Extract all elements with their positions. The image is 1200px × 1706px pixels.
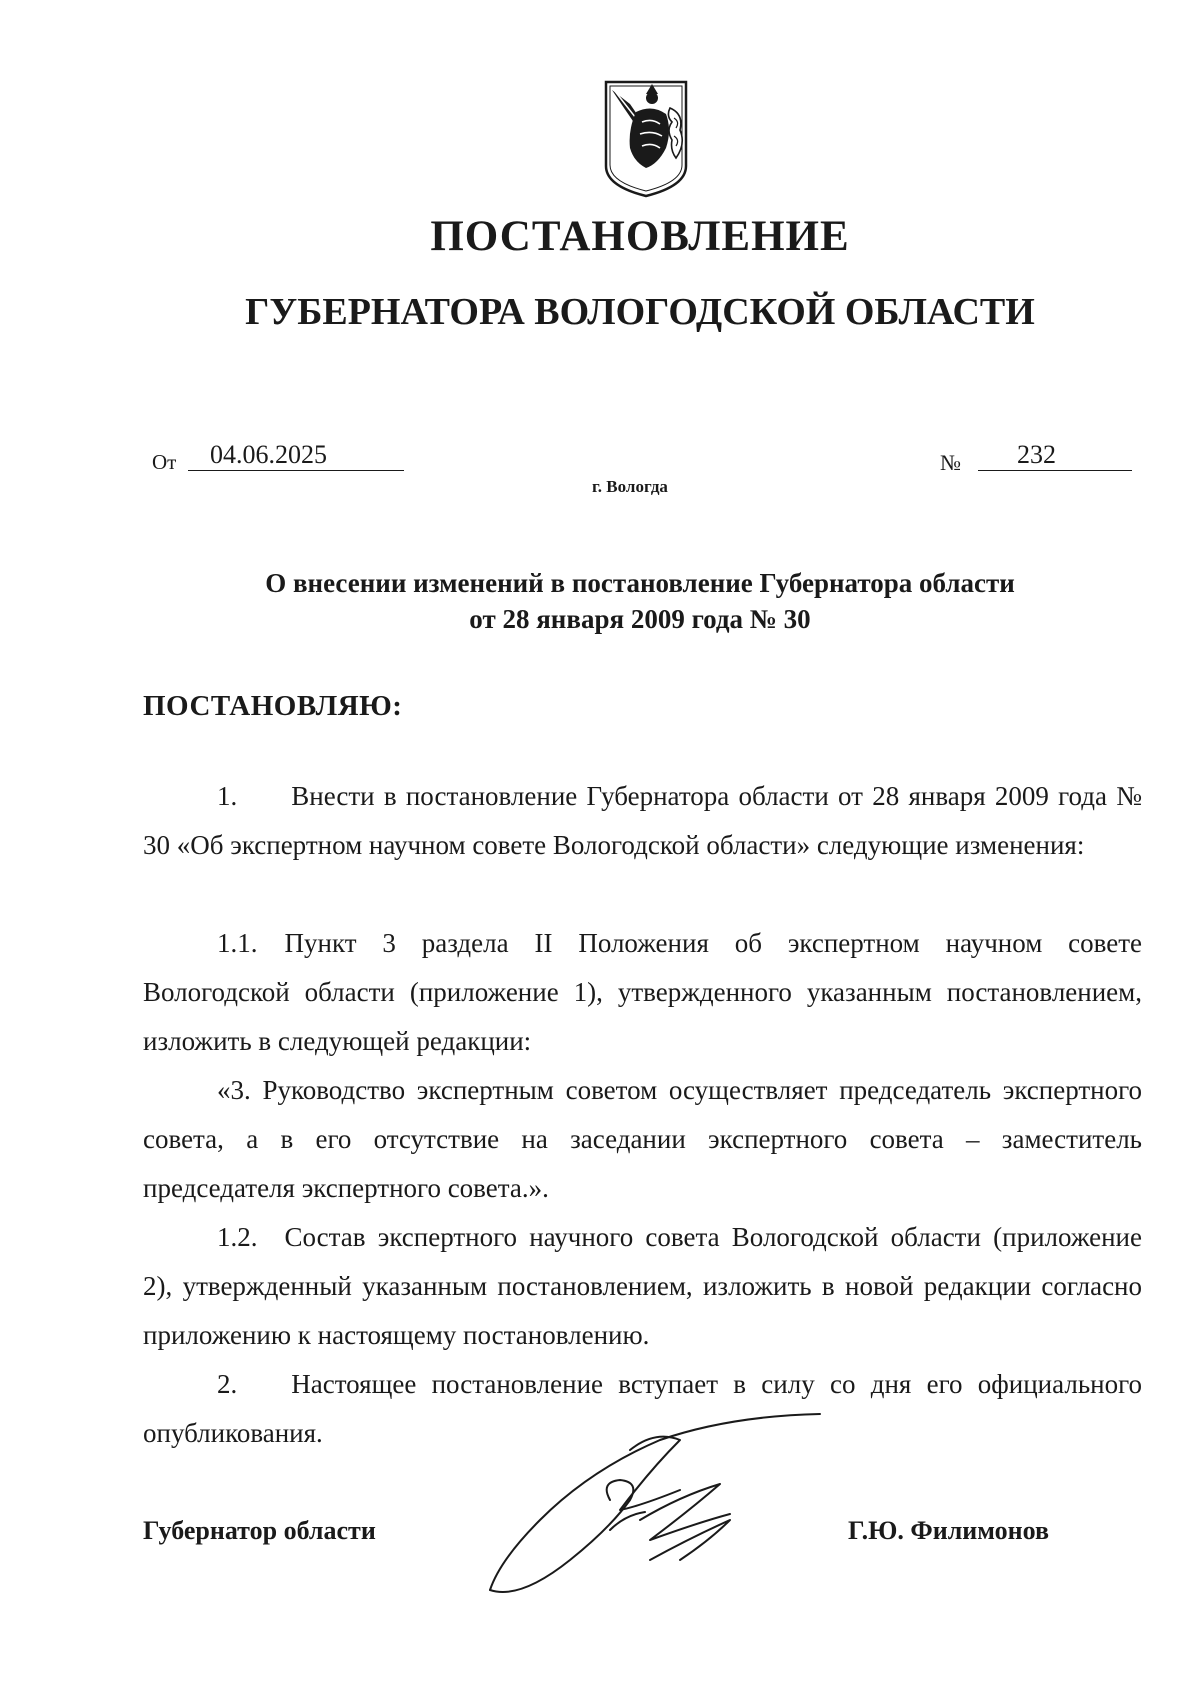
paragraph-1-1 bbox=[143, 919, 1142, 1066]
number-prefix: № bbox=[940, 450, 961, 475]
document-title: ПОСТАНОВЛЕНИЕ bbox=[430, 213, 850, 260]
document-number: 232 bbox=[1017, 440, 1056, 469]
paragraph-1-1-quote bbox=[143, 1066, 1142, 1213]
signer-position: Губернатор области bbox=[143, 1516, 376, 1545]
paragraph-1 bbox=[143, 772, 1142, 870]
date-prefix: От bbox=[152, 450, 177, 474]
subject-line-1: О внесении изменений в постановление Губернатора области bbox=[265, 568, 1015, 598]
paragraph-1-text: 1. Внести в постановление Губернатора области от 28 января 2009 года № 30 «Об экспертном научном совете Вологодской области» следующие изменения: bbox=[143, 781, 1142, 860]
paragraph-1-2 bbox=[143, 1213, 1142, 1360]
subject-line-2: от 28 января 2009 года № 30 bbox=[469, 604, 811, 634]
paragraph-2-text: 2. Настоящее постановление вступает в силу со дня его официального опубликования. bbox=[143, 1369, 1142, 1448]
paragraph-1-1-quote-text: «3. Руководство экспертным советом осуществляет председатель экспертного совета, а в его отсутствие на заседании экспертного совета – заместитель председателя экспертного совета.». bbox=[143, 1075, 1142, 1203]
handwritten-signature-icon bbox=[480, 1410, 840, 1610]
document-subject bbox=[200, 565, 1080, 637]
date-underline bbox=[188, 470, 404, 471]
vologda-coat-of-arms-icon bbox=[600, 78, 692, 200]
number-underline bbox=[978, 470, 1132, 471]
document-date: 04.06.2025 bbox=[210, 440, 327, 469]
document-city: г. Вологда bbox=[592, 477, 668, 496]
document-subtitle: ГУБЕРНАТОРА ВОЛОГОДСКОЙ ОБЛАСТИ bbox=[245, 291, 1035, 333]
paragraph-1-1-text: 1.1. Пункт 3 раздела II Положения об экспертном научном совете Вологодской области (приложение 1), утвержденного указанным постановлением, изложить в следующей редакции: bbox=[143, 928, 1142, 1056]
paragraph-1-2-text: 1.2. Состав экспертного научного совета Вологодской области (приложение 2), утвержденный указанным постановлением, изложить в новой редакции согласно приложению к настоящему постановлению. bbox=[143, 1222, 1142, 1350]
signer-name: Г.Ю. Филимонов bbox=[848, 1516, 1050, 1545]
decree-word: ПОСТАНОВЛЯЮ: bbox=[143, 690, 403, 722]
